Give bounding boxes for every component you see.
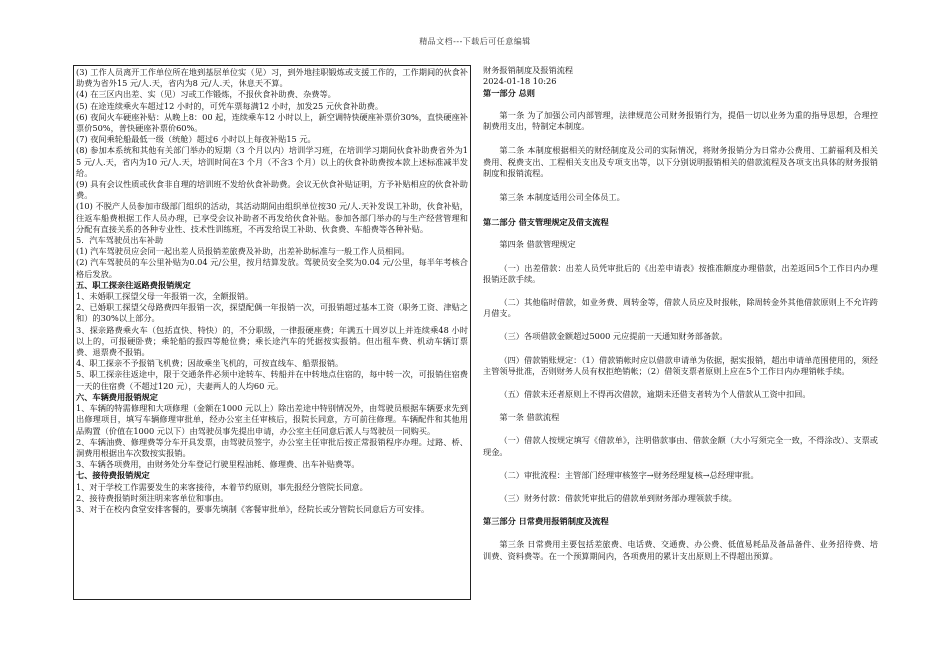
loan-flow-1: （一）借款人按规定填写《借款单》，注明借款事由、借款金额（大小写须完全一致，不得涂改）、支票或现金。 xyxy=(483,435,878,457)
clause-text: (10) 不脱产人员参加市级部门组织的活动，其活动期间由组织单位按30 元/人.天补发误工补助，伙食补贴，往返车船费根据工作人员办理，已享受会议补助者不再发给伙食补贴。参加各部门举办的与生产经营管理和分配有直接关系的各种专业性、技术性训练班，不再发给误工补助、伙食费、车船费等各种补贴。 xyxy=(76,201,468,234)
clause-text: 2、车辆油费、修理费等分车开具发票，由驾驶员签字，办公室主任审批后按正常报销程序办理。过路、桥、洞费用根据出车次数按实报销。 xyxy=(76,436,468,458)
article-4-heading: 第四条 借款管理规定 xyxy=(499,239,576,250)
clause-text: (6) 夜间火车硬座补贴：从晚上8：00 起，连续乘车12 小时以上，新空调特快硬座补票价30%，直快硬座补票价50%，普快硬座补票价60%。 xyxy=(76,111,468,134)
loan-flow-2: （二）审批流程：主管部门经理审核签字→财务经理复核→总经理审批。 xyxy=(499,469,759,480)
clause-text: (9) 具有会议性质或伙食非自理的培训班不发给伙食补助费。会议无伙食补贴证明，方予补贴相应的伙食补助费。 xyxy=(76,179,468,201)
clause-text: 1、对于学校工作需要发生的来客接待，本着节约原则，事先报经分管院长同意。 xyxy=(76,481,368,492)
right-column xyxy=(483,65,878,605)
clause-text: 2、接待费报销时须注明来客单位和事由。 xyxy=(76,492,229,503)
section-heading: 六、车辆费用报销规定 xyxy=(76,391,158,402)
article-loan-flow-heading: 第一条 借款流程 xyxy=(499,412,560,423)
article-3: 第三条 本制度适用公司全体员工。 xyxy=(499,192,625,203)
clause-text: 3、车辆各项费用，由财务处分车登记行驶里程油耗、修理费、出车补贴费等。 xyxy=(76,459,360,470)
left-column-box xyxy=(73,65,471,600)
part1-heading: 第一部分 总则 xyxy=(483,88,535,98)
page-header: 精品文档---下载后可任意编辑 xyxy=(419,37,531,46)
part3-heading: 第三部分 日常费用报销制度及流程 xyxy=(483,516,609,527)
clause-text: 1、车辆的特需修理和大项修理（金额在1000 元以上）除出差途中特别情况外，由驾驶员根据车辆要求先到出修理项目，填写车辆修理审批单，经办公室主任审核后，报院长同意，方可前往修理。车辆配件和其他用品购置（价值在1000 元以下）由驾驶员事先提出申请，办公室主任同意后派人与驾驶员一同购买。 xyxy=(76,403,468,436)
clause-text: 5、职工探亲往返途中，限于交通条件必须中途转车、转船并在中转地点住宿的，每中转一次，可报销住宿费一天的住宿费（不超过120 元），夫妻两人的人均60 元。 xyxy=(76,369,468,391)
loan-flow-3: （三）财务付款：借款凭审批后的借款单到财务部办理领款手续。 xyxy=(499,493,737,504)
loan-rule-5: （五）借款未还者原则上不得再次借款，逾期未还借支者转为个人借款从工资中扣回。 xyxy=(499,389,811,400)
section-heading: 五、职工探亲往返路费报销规定 xyxy=(76,279,191,290)
article-2: 第二条 本制度根据相关的财经制度及公司的实际情况，将财务报销分为日常办公费用、工薪福利及相关费用、税费支出、工程相关支出及专项支出等，以下分别说明报销相关的借款流程及各项支出具体的财务报销制度和报销流程。 xyxy=(483,145,878,178)
clause-text: (3) 工作人员离开工作单位所在地到基层单位实（见）习，到外地挂职锻炼或支援工作的，工作期间的伙食补助费为省外15 元/人.天，省内为8 元/人.天，休息天不算。 xyxy=(76,67,468,89)
clause-text: 1、未婚职工探望父母一年报销一次，全额报销。 xyxy=(76,291,254,302)
article-daily-expenses: 第三条 日常费用主要包括差旅费、电话费、交通费、办公费、低值易耗品及备品备件、业务招待费、培训费、资料费等。在一个预算期间内，各项费用的累计支出原则上不得超出预算。 xyxy=(483,539,878,561)
clause-text: (2) 汽车驾驶员的车公里补贴为0.04 元/公里，按月结算发放。驾驶员安全奖为0.04 元/公里，每半年考核合格后发放。 xyxy=(76,257,468,279)
clause-text: (8) 参加本系统和其他有关部门举办的短期（3 个月以内）培训学习班，在培训学习期间伙食补助费省外为15 元/人.天，省内为10 元/人.天，培训时间在3 个月（不含3 个月）以上的伙食补助费按本款上述标准减半发给。 xyxy=(76,145,468,178)
section-heading: 七、接待费报销规定 xyxy=(76,470,150,481)
clause-text: 2、已婚职工探望父母路费四年报销一次，探望配偶一年报销一次，可报销超过基本工资（职务工资、津贴之和）的30%以上部分。 xyxy=(76,302,468,324)
article-1: 第一条 为了加强公司内部管理，法律规范公司财务报销行为，提倡一切以业务为重的指导思想，合理控制费用支出，特制定本制度。 xyxy=(483,110,878,132)
clause-text: 3、探亲路费乘火车（包括直快、特快）的，不分职级，一律报硬座费；年满五十周岁以上并连续乘48 小时以上的，可报硬卧费；乘轮船的报四等舱位费；乘长途汽车的凭据按实报销。但出租车费、机动车辆订票费、退票费不报销。 xyxy=(76,324,468,358)
document-date: 2024-01-18 10:26 xyxy=(483,76,557,86)
document-title: 财务报销制度及报销流程 xyxy=(483,65,574,75)
part2-heading: 第二部分 借支管理规定及借支流程 xyxy=(483,217,609,228)
clause-text: 3、对于在校内食堂安排客餐的，要事先填制《客餐审批单》，经院长或分管院长同意后方可安排。 xyxy=(76,503,430,514)
loan-rule-2: （二）其他临时借款，如业务费、周转金等，借款人员应及时报帐，除周转金外其他借款原则上不允许跨月借支。 xyxy=(483,297,878,319)
loan-rule-4: （四）借款销账规定：（1）借款销帐时应以借款申请单为依据，据实报销，超出申请单范围使用的，须经主管领导批准，否则财务人员有权拒绝销帐；（2）借领支票者原则上应在5个工作日内办理销帐手续。 xyxy=(483,354,878,376)
clause-text: (4) 在三区内出差、实（见）习或工作锻炼，不报伙食补助费、杂费等。 xyxy=(76,89,336,100)
loan-rule-3: （三）各项借款金额超过5000 元应提前一天通知财务部备款。 xyxy=(499,331,728,342)
clause-text: (7) 夜间乘轮船最低一级（统舱）超过6 小时以上每夜补贴15 元。 xyxy=(76,134,316,145)
loan-rule-1: （一）出差借款：出差人员凭审批后的《出差申请表》按推准额度办理借款，出差返回5个工作日内办理报销还款手续。 xyxy=(483,262,878,284)
clause-text: 4、职工探亲不予报销飞机费；因故乘坐飞机的，可按直线车、船票报销。 xyxy=(76,358,344,369)
clause-text: 5．汽车驾驶员出车补助 xyxy=(76,235,164,246)
clause-text: (1) 汽车驾驶员应会同一起出差人员报销差旅费及补助，出差补助标准与一般工作人员相同。 xyxy=(76,246,410,257)
clause-text: (5) 在途连续乘火车超过12 小时的，可凭车票每满12 小时，加发25 元伙食补助费。 xyxy=(76,100,384,111)
